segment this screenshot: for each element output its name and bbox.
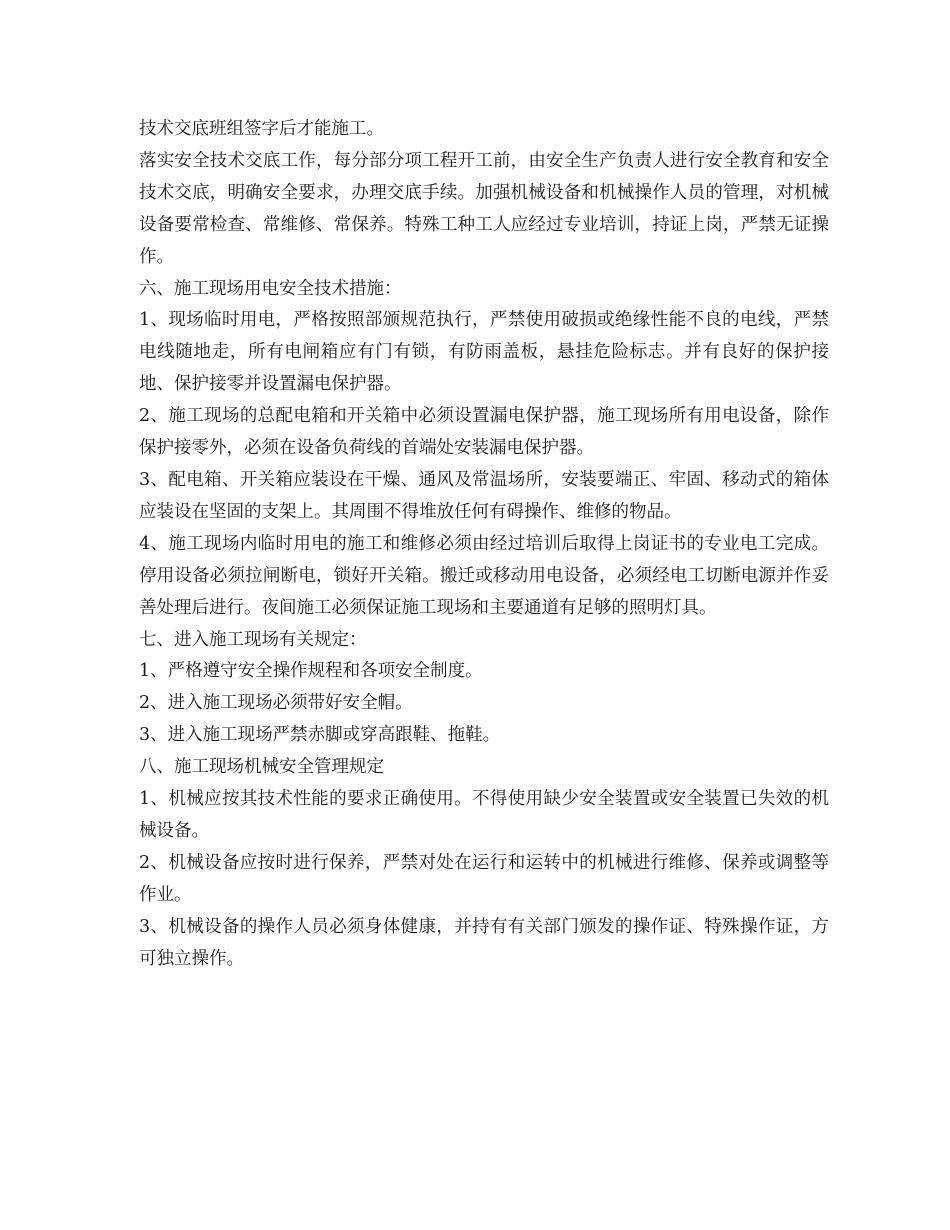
paragraph-7: 4、施工现场内临时用电的施工和维修必须由经过培训后取得上岗证书的专业电工完成。停用设备必须拉闸断电，锁好开关箱。搬迁或移动用电设备，必须经电工切断电源并作妥善处理后进行。夜间施工必须保证施工现场和主要通道有足够的照明灯具。 <box>139 533 829 618</box>
paragraph-5: 2、施工现场的总配电箱和开关箱中必须设置漏电保护器，施工现场所有用电设备，除作保护接零外，必须在设备负荷线的首端处安装漏电保护器。 <box>139 406 829 459</box>
paragraph-10: 2、进入施工现场必须带好安全帽。 <box>139 693 413 714</box>
paragraph-6: 3、配电箱、开关箱应装设在干燥、通风及常温场所，安装要端正、牢固、移动式的箱体应装设在坚固的支架上。其周围不得堆放任何有碍操作、维修的物品。 <box>139 469 829 522</box>
paragraph-2: 落实安全技术交底工作，每分部分项工程开工前，由安全生产负责人进行安全教育和安全技术交底，明确安全要求，办理交底手续。加强机械设备和机械操作人员的管理，对机械设备要常检查、常维修、常保养。特殊工种工人应经过专业培训，持证上岗，严禁无证操作。 <box>139 150 829 267</box>
paragraph-13: 1、机械应按其技术性能的要求正确使用。不得使用缺少安全装置或安全装置已失效的机械设备。 <box>139 789 829 841</box>
paragraph-9: 1、严格遵守安全操作规程和各项安全制度。 <box>139 661 483 682</box>
paragraph-1: 技术交底班组签字后才能施工。 <box>139 119 384 139</box>
paragraph-15: 3、机械设备的操作人员必须身体健康，并持有有关部门颁发的操作证、特殊操作证，方可独立操作。 <box>139 916 829 969</box>
section-heading-6: 六、施工现场用电安全技术措施： <box>139 278 402 299</box>
section-heading-7: 七、进入施工现场有关规定： <box>139 629 367 650</box>
paragraph-14: 2、机械设备应按时进行保养，严禁对处在运行和运转中的机械进行维修、保养或调整等作业。 <box>139 852 829 905</box>
document-page <box>139 114 829 975</box>
paragraph-11: 3、进入施工现场严禁赤脚或穿高跟鞋、拖鞋。 <box>139 725 501 746</box>
paragraph-4: 1、现场临时用电，严格按照部颁规范执行，严禁使用破损或绝缘性能不良的电线，严禁电线随地走，所有电闸箱应有门有锁，有防雨盖板，悬挂危险标志。并有良好的保护接地、保护接零并设置漏电保护器。 <box>139 310 829 395</box>
section-heading-8: 八、施工现场机械安全管理规定 <box>139 757 384 778</box>
